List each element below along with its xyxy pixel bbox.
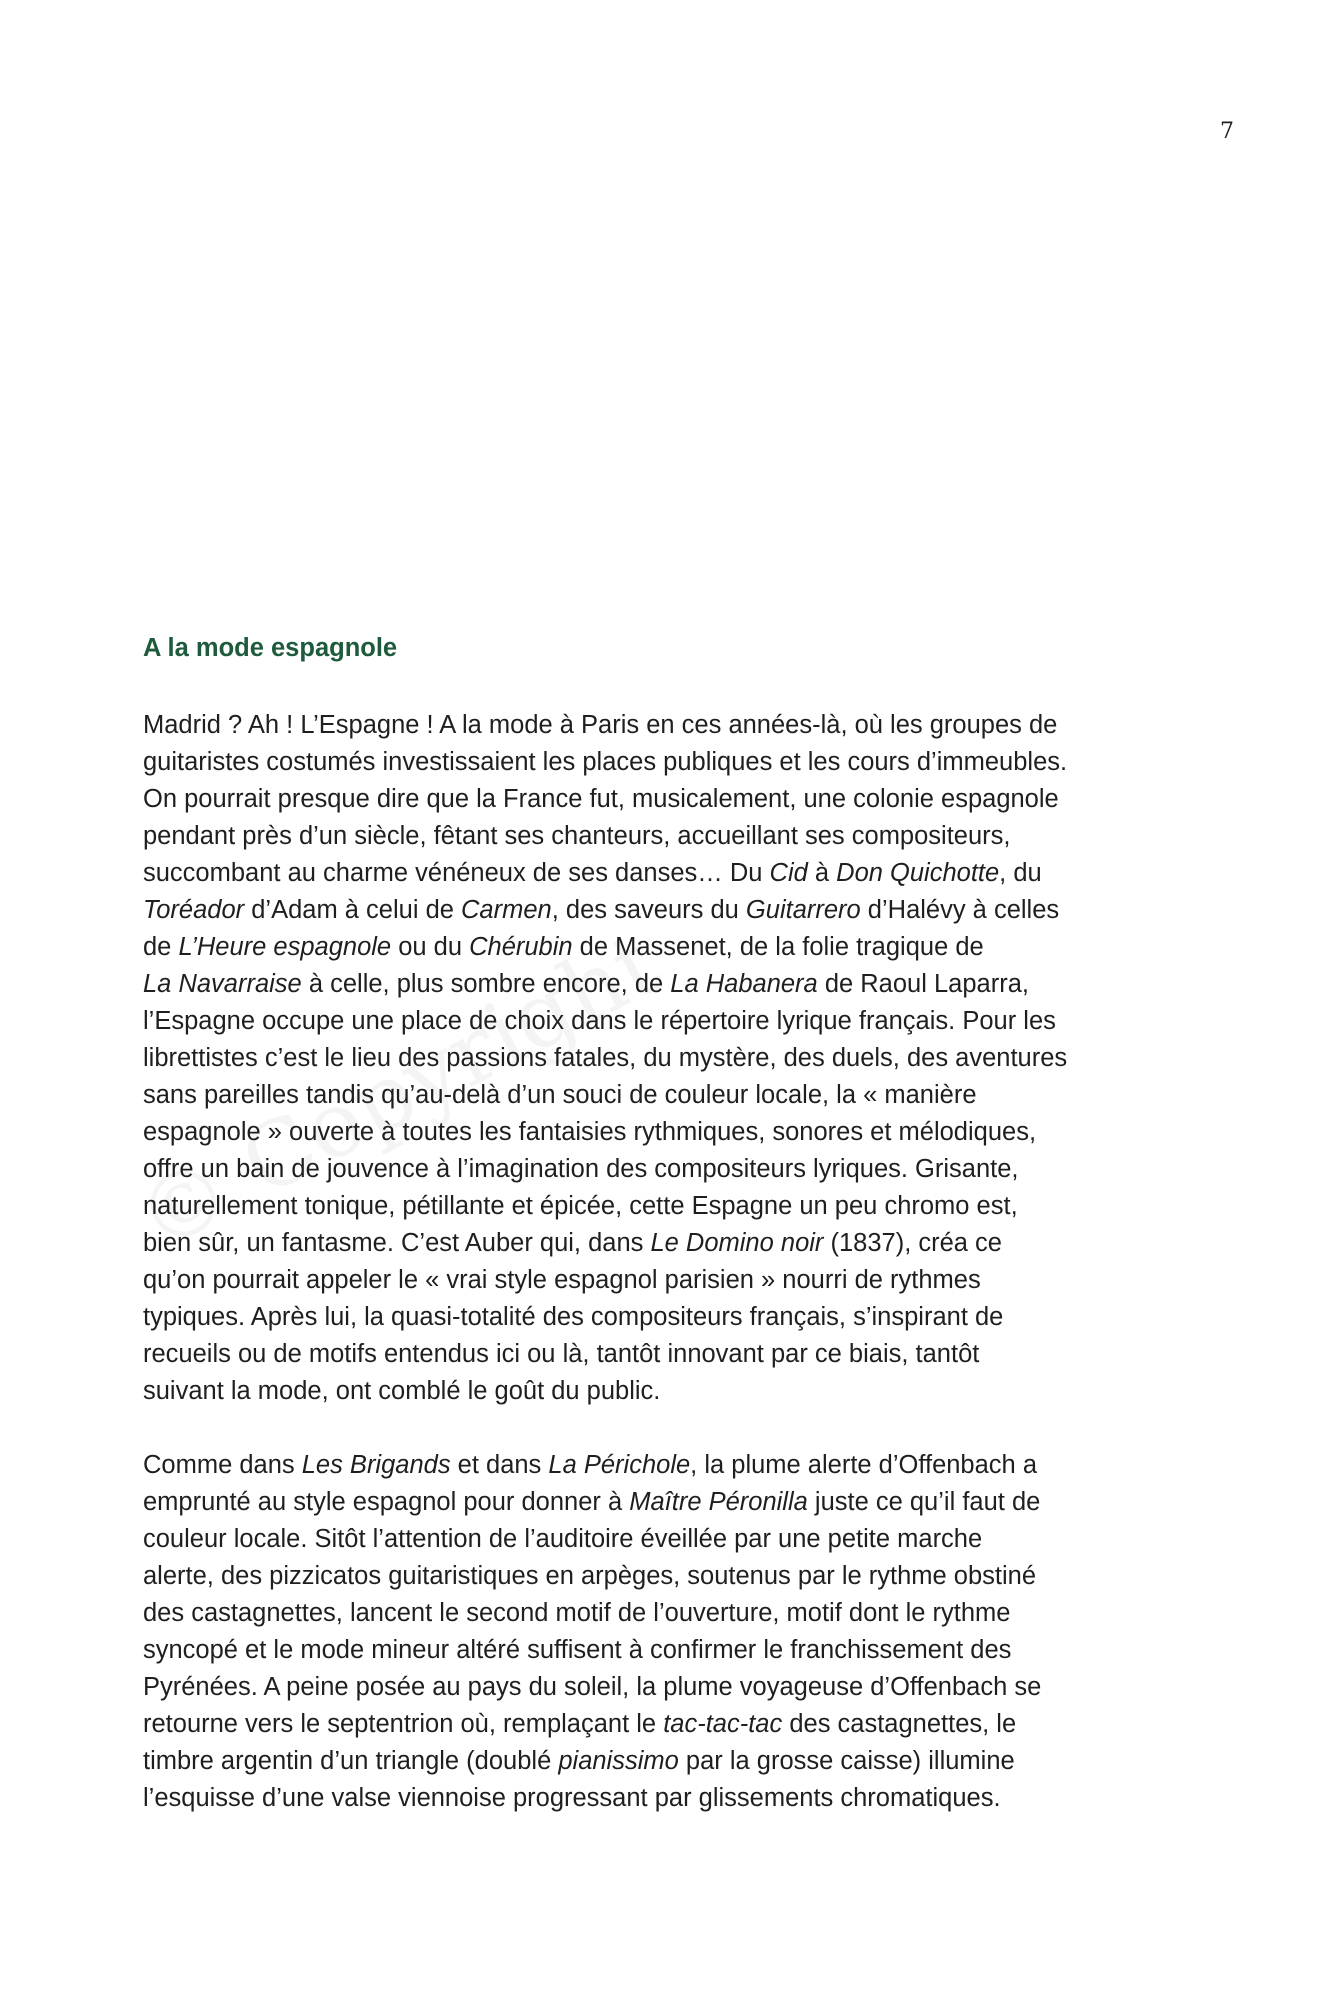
text-run: , du (999, 859, 1042, 887)
italic-title: L’Heure espagnole (178, 933, 392, 961)
text-line (143, 1558, 1193, 1595)
text-line (143, 892, 1193, 929)
text-line (143, 1114, 1193, 1151)
paragraph (143, 707, 1193, 1410)
text-line (143, 744, 1193, 781)
text-line (143, 1743, 1193, 1780)
italic-title: Don Quichotte (836, 859, 1000, 887)
text-run: à celle, plus sombre encore, de (301, 970, 671, 998)
italic-title: Cid (769, 859, 808, 887)
text-run: ou du (391, 933, 470, 961)
page-number: 7 (1220, 119, 1234, 144)
text-line (143, 1225, 1193, 1262)
text-line (143, 855, 1193, 892)
italic-title: Le Domino noir (650, 1229, 824, 1257)
text-run: l’Espagne occupe une place de choix dans le répertoire lyrique français. Pour les (143, 1007, 1056, 1035)
text-run: Madrid ? Ah ! L’Espagne ! A la mode à Paris en ces années-là, où les groupes de (143, 711, 1058, 739)
text-line (143, 1262, 1193, 1299)
text-run: syncopé et le mode mineur altéré suffisent à confirmer le franchissement des (143, 1636, 1012, 1664)
text-line (143, 781, 1193, 818)
text-run: et dans (450, 1451, 549, 1479)
text-run: Comme dans (143, 1451, 302, 1479)
text-line (143, 1299, 1193, 1336)
text-run: bien sûr, un fantasme. C’est Auber qui, dans (143, 1229, 651, 1257)
text-run: recueils ou de motifs entendus ici ou là, tantôt innovant par ce biais, tantôt (143, 1340, 980, 1368)
italic-title: Guitarrero (745, 896, 861, 924)
paragraph (143, 1447, 1193, 1817)
text-run: des castagnettes, lancent le second motif de l’ouverture, motif dont le rythme (143, 1599, 1011, 1627)
text-run: librettistes c’est le lieu des passions fatales, du mystère, des duels, des aventures (143, 1044, 1068, 1072)
italic-title: La Périchole (548, 1451, 691, 1479)
text-line (143, 1632, 1193, 1669)
text-line (143, 1447, 1193, 1484)
text-run: d’Halévy à celles (860, 896, 1060, 924)
text-line (143, 1706, 1193, 1743)
italic-title: pianissimo (558, 1747, 679, 1775)
text-line (143, 1373, 1193, 1410)
text-run: à (807, 859, 837, 887)
text-run: sans pareilles tandis qu’au-delà d’un souci de couleur locale, la « manière (143, 1081, 977, 1109)
italic-title: Les Brigands (301, 1451, 451, 1479)
italic-title: Chérubin (469, 933, 573, 961)
text-line (143, 1336, 1193, 1373)
text-run: pendant près d’un siècle, fêtant ses chanteurs, accueillant ses compositeurs, (143, 822, 1011, 850)
text-line (143, 966, 1193, 1003)
text-run: suivant la mode, ont comblé le goût du public. (143, 1377, 661, 1405)
text-run: Pyrénées. A peine posée au pays du soleil, la plume voyageuse d’Offenbach se (143, 1673, 1042, 1701)
text-run: naturellement tonique, pétillante et épicée, cette Espagne un peu chromo est, (143, 1192, 1018, 1220)
text-run: (1837), créa ce (823, 1229, 1002, 1257)
text-run: par la grosse caisse) illumine (678, 1747, 1015, 1775)
text-run: de Raoul Laparra, (817, 970, 1029, 998)
text-run: typiques. Après lui, la quasi-totalité des compositeurs français, s’inspirant de (143, 1303, 1004, 1331)
italic-title: Toréador (143, 896, 245, 924)
text-run: , des saveurs du (551, 896, 746, 924)
text-line (143, 707, 1193, 744)
text-run: couleur locale. Sitôt l’attention de l’auditoire éveillée par une petite marche (143, 1525, 983, 1553)
text-run: alerte, des pizzicatos guitaristiques en arpèges, soutenus par le rythme obstiné (143, 1562, 1036, 1590)
text-line (143, 1484, 1193, 1521)
text-run: emprunté au style espagnol pour donner à (143, 1488, 630, 1516)
text-run: de Massenet, de la folie tragique de (572, 933, 984, 961)
text-run: de (143, 933, 179, 961)
italic-title: La Habanera (670, 970, 818, 998)
italic-title: tac-tac-tac (663, 1710, 783, 1738)
text-run: offre un bain de jouvence à l’imagination des compositeurs lyriques. Grisante, (143, 1155, 1019, 1183)
text-run: guitaristes costumés investissaient les places publiques et les cours d’immeubles. (143, 748, 1068, 776)
text-line (143, 1003, 1193, 1040)
italic-title: La Navarraise (143, 970, 302, 998)
text-run: juste ce qu’il faut de (807, 1488, 1041, 1516)
text-line (143, 1669, 1193, 1706)
text-run: espagnole » ouverte à toutes les fantaisies rythmiques, sonores et mélodiques, (143, 1118, 1037, 1146)
text-run: qu’on pourrait appeler le « vrai style espagnol parisien » nourri de rythmes (143, 1266, 981, 1294)
text-run: d’Adam à celui de (244, 896, 462, 924)
italic-title: Maître Péronilla (629, 1488, 808, 1516)
text-line (143, 1521, 1193, 1558)
text-line (143, 1040, 1193, 1077)
text-run: On pourrait presque dire que la France fut, musicalement, une colonie espagnole (143, 785, 1059, 813)
text-line (143, 1188, 1193, 1225)
text-line (143, 1780, 1193, 1817)
text-line (143, 1077, 1193, 1114)
body-text (143, 707, 1193, 1817)
text-line (143, 929, 1193, 966)
text-run: l’esquisse d’une valse viennoise progressant par glissements chromatiques. (143, 1784, 1001, 1812)
text-line (143, 1151, 1193, 1188)
italic-title: Carmen (461, 896, 552, 924)
article-section (143, 628, 1193, 1817)
text-line (143, 818, 1193, 855)
text-run: retourne vers le septentrion où, remplaçant le (143, 1710, 664, 1738)
text-run: timbre argentin d’un triangle (doublé (143, 1747, 559, 1775)
text-line (143, 1595, 1193, 1632)
text-run: des castagnettes, le (782, 1710, 1017, 1738)
section-heading: A la mode espagnole (143, 634, 398, 662)
text-run: succombant au charme vénéneux de ses danses… Du (143, 859, 770, 887)
text-run: , la plume alerte d’Offenbach a (690, 1451, 1037, 1479)
